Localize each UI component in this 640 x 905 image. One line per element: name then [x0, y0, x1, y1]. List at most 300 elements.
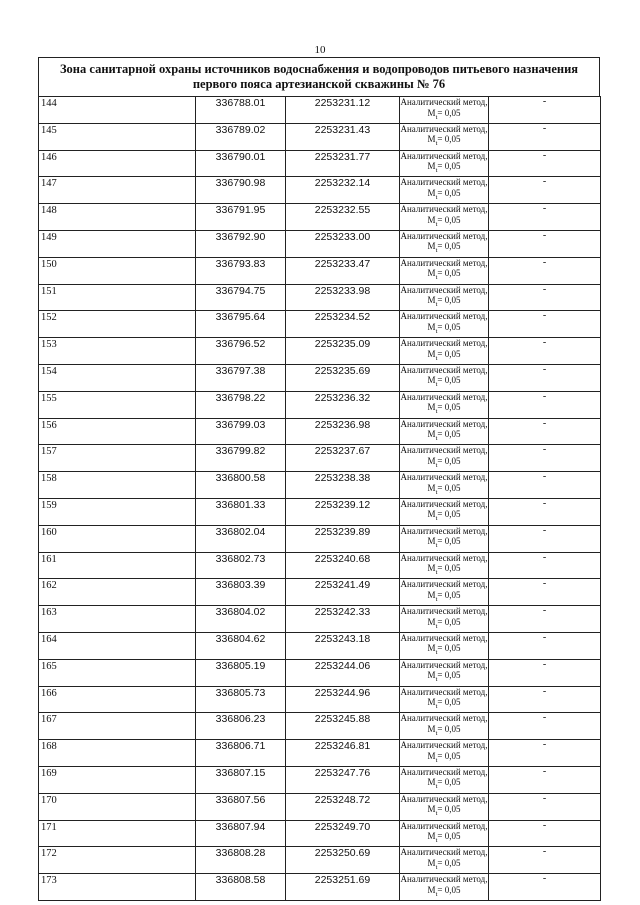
table-row: [39, 606, 601, 633]
method-cell: [400, 766, 489, 793]
coordinate-x: 336804.62: [196, 632, 286, 659]
coordinate-y: 2253235.09: [286, 338, 400, 365]
coordinate-y: 2253233.47: [286, 257, 400, 284]
point-number: 147: [39, 177, 196, 204]
point-number: 167: [39, 713, 196, 740]
document-body: [38, 57, 600, 901]
table-row: [39, 498, 601, 525]
accuracy-value: = 0,05: [437, 241, 461, 252]
table-row: [39, 204, 601, 231]
accuracy-value: = 0,05: [437, 321, 461, 332]
accuracy-symbol: M: [427, 804, 436, 815]
note-cell: -: [489, 123, 601, 150]
note-cell: -: [489, 874, 601, 901]
table-row: [39, 338, 601, 365]
table-row: [39, 311, 601, 338]
method-cell: [400, 391, 489, 418]
coordinate-x: 336800.58: [196, 472, 286, 499]
method-cell: [400, 579, 489, 606]
method-cell: [400, 659, 489, 686]
point-number: 158: [39, 472, 196, 499]
table-row: [39, 740, 601, 767]
coordinate-y: 2253247.76: [286, 766, 400, 793]
coordinate-y: 2253233.00: [286, 230, 400, 257]
point-number: 151: [39, 284, 196, 311]
coordinate-y: 2253236.98: [286, 418, 400, 445]
table-row: [39, 686, 601, 713]
table-row: [39, 284, 601, 311]
coordinate-y: 2253239.12: [286, 498, 400, 525]
accuracy-symbol: M: [427, 723, 436, 734]
accuracy-subscript: t: [435, 729, 438, 737]
accuracy-subscript: t: [435, 300, 438, 308]
method-text: Аналитический метод,: [400, 177, 488, 188]
accuracy-subscript: t: [435, 756, 438, 764]
accuracy-subscript: t: [435, 649, 438, 657]
coordinate-x: 336794.75: [196, 284, 286, 311]
accuracy-symbol: M: [427, 857, 436, 868]
point-number: 144: [39, 97, 196, 124]
method-cell: [400, 204, 489, 231]
point-number: 148: [39, 204, 196, 231]
accuracy-symbol: M: [427, 268, 436, 279]
coordinate-y: 2253242.33: [286, 606, 400, 633]
table-row: [39, 150, 601, 177]
accuracy-subscript: t: [435, 863, 438, 871]
accuracy-value: = 0,05: [437, 348, 461, 359]
accuracy-value: = 0,05: [437, 107, 461, 118]
point-number: 170: [39, 793, 196, 820]
coordinate-x: 336792.90: [196, 230, 286, 257]
accuracy-subscript: t: [435, 568, 438, 576]
point-number: 168: [39, 740, 196, 767]
accuracy-symbol: M: [427, 589, 436, 600]
method-cell: [400, 230, 489, 257]
method-text: Аналитический метод,: [400, 123, 488, 134]
table-row: [39, 364, 601, 391]
accuracy-value: = 0,05: [437, 804, 461, 815]
note-cell: -: [489, 793, 601, 820]
accuracy-value: = 0,05: [437, 750, 461, 761]
accuracy-symbol: M: [427, 750, 436, 761]
method-cell: [400, 338, 489, 365]
method-cell: [400, 364, 489, 391]
point-number: 172: [39, 847, 196, 874]
point-number: 157: [39, 445, 196, 472]
method-text: Аналитический метод,: [400, 659, 488, 670]
accuracy-symbol: M: [427, 214, 436, 225]
coordinate-x: 336799.03: [196, 418, 286, 445]
table-row: [39, 874, 601, 901]
note-cell: -: [489, 713, 601, 740]
note-cell: -: [489, 364, 601, 391]
coordinate-y: 2253243.18: [286, 632, 400, 659]
method-cell: [400, 257, 489, 284]
accuracy-subscript: t: [435, 622, 438, 630]
table-row: [39, 820, 601, 847]
method-text: Аналитический метод,: [400, 820, 488, 831]
point-number: 159: [39, 498, 196, 525]
method-text: Аналитический метод,: [400, 606, 488, 617]
coordinate-y: 2253232.14: [286, 177, 400, 204]
method-cell: [400, 793, 489, 820]
accuracy-value: = 0,05: [437, 697, 461, 708]
method-text: Аналитический метод,: [400, 150, 488, 161]
accuracy-subscript: t: [435, 354, 438, 362]
coordinate-x: 336798.22: [196, 391, 286, 418]
accuracy-subscript: t: [435, 810, 438, 818]
coordinate-x: 336806.23: [196, 713, 286, 740]
note-cell: -: [489, 552, 601, 579]
table-row: [39, 632, 601, 659]
coordinate-x: 336808.28: [196, 847, 286, 874]
point-number: 173: [39, 874, 196, 901]
accuracy-symbol: M: [427, 161, 436, 172]
point-number: 155: [39, 391, 196, 418]
table-row: [39, 257, 601, 284]
method-text: Аналитический метод,: [400, 204, 488, 215]
point-number: 146: [39, 150, 196, 177]
accuracy-subscript: t: [435, 542, 438, 550]
table-row: [39, 123, 601, 150]
point-number: 145: [39, 123, 196, 150]
method-cell: [400, 686, 489, 713]
method-cell: [400, 472, 489, 499]
title-line-2: первого пояса артезианской скважины № 76: [192, 77, 446, 91]
coordinate-x: 336806.71: [196, 740, 286, 767]
accuracy-symbol: M: [427, 536, 436, 547]
coordinate-x: 336796.52: [196, 338, 286, 365]
method-cell: [400, 498, 489, 525]
method-text: Аналитический метод,: [400, 552, 488, 563]
table-row: [39, 445, 601, 472]
accuracy-symbol: M: [427, 187, 436, 198]
note-cell: -: [489, 820, 601, 847]
point-number: 171: [39, 820, 196, 847]
table-row: [39, 579, 601, 606]
method-cell: [400, 311, 489, 338]
accuracy-value: = 0,05: [437, 482, 461, 493]
method-text: Аналитический метод,: [400, 338, 488, 349]
accuracy-value: = 0,05: [437, 214, 461, 225]
table-row: [39, 418, 601, 445]
accuracy-subscript: t: [435, 247, 438, 255]
point-number: 149: [39, 230, 196, 257]
method-text: Аналитический метод,: [400, 525, 488, 536]
coordinate-x: 336799.82: [196, 445, 286, 472]
coordinate-x: 336802.73: [196, 552, 286, 579]
point-number: 161: [39, 552, 196, 579]
coordinate-x: 336805.19: [196, 659, 286, 686]
accuracy-symbol: M: [427, 321, 436, 332]
accuracy-value: = 0,05: [437, 857, 461, 868]
coordinate-x: 336793.83: [196, 257, 286, 284]
method-text: Аналитический метод,: [400, 498, 488, 509]
coordinates-table: [38, 96, 601, 901]
accuracy-value: = 0,05: [437, 187, 461, 198]
accuracy-symbol: M: [427, 697, 436, 708]
note-cell: -: [489, 472, 601, 499]
table-row: [39, 766, 601, 793]
accuracy-symbol: M: [427, 429, 436, 440]
point-number: 165: [39, 659, 196, 686]
accuracy-value: = 0,05: [437, 589, 461, 600]
accuracy-symbol: M: [427, 777, 436, 788]
note-cell: -: [489, 177, 601, 204]
coordinate-x: 336790.98: [196, 177, 286, 204]
accuracy-symbol: M: [427, 348, 436, 359]
method-cell: [400, 820, 489, 847]
accuracy-symbol: M: [427, 831, 436, 842]
accuracy-value: = 0,05: [437, 670, 461, 681]
accuracy-subscript: t: [435, 381, 438, 389]
note-cell: -: [489, 97, 601, 124]
method-text: Аналитический метод,: [400, 632, 488, 643]
coordinate-x: 336790.01: [196, 150, 286, 177]
coordinate-x: 336795.64: [196, 311, 286, 338]
accuracy-subscript: t: [435, 166, 438, 174]
method-text: Аналитический метод,: [400, 579, 488, 590]
point-number: 156: [39, 418, 196, 445]
table-row: [39, 391, 601, 418]
table-row: [39, 230, 601, 257]
accuracy-symbol: M: [427, 295, 436, 306]
accuracy-subscript: t: [435, 408, 438, 416]
note-cell: -: [489, 498, 601, 525]
method-text: Аналитический метод,: [400, 445, 488, 456]
accuracy-symbol: M: [427, 455, 436, 466]
point-number: 163: [39, 606, 196, 633]
point-number: 164: [39, 632, 196, 659]
coordinate-x: 336788.01: [196, 97, 286, 124]
coordinate-y: 2253244.96: [286, 686, 400, 713]
point-number: 153: [39, 338, 196, 365]
accuracy-subscript: t: [435, 193, 438, 201]
accuracy-subscript: t: [435, 140, 438, 148]
accuracy-symbol: M: [427, 670, 436, 681]
method-cell: [400, 177, 489, 204]
method-cell: [400, 606, 489, 633]
point-number: 152: [39, 311, 196, 338]
coordinate-x: 336807.56: [196, 793, 286, 820]
note-cell: -: [489, 391, 601, 418]
note-cell: -: [489, 525, 601, 552]
point-number: 169: [39, 766, 196, 793]
note-cell: -: [489, 338, 601, 365]
table-row: [39, 177, 601, 204]
accuracy-value: = 0,05: [437, 536, 461, 547]
note-cell: -: [489, 284, 601, 311]
accuracy-subscript: t: [435, 220, 438, 228]
method-text: Аналитический метод,: [400, 364, 488, 375]
coordinate-y: 2253238.38: [286, 472, 400, 499]
method-cell: [400, 632, 489, 659]
accuracy-value: = 0,05: [437, 643, 461, 654]
method-cell: [400, 445, 489, 472]
coordinate-y: 2253245.88: [286, 713, 400, 740]
accuracy-subscript: t: [435, 595, 438, 603]
accuracy-symbol: M: [427, 563, 436, 574]
coordinate-x: 336807.15: [196, 766, 286, 793]
coordinate-y: 2253239.89: [286, 525, 400, 552]
method-cell: [400, 418, 489, 445]
table-row: [39, 659, 601, 686]
accuracy-value: = 0,05: [437, 375, 461, 386]
accuracy-subscript: t: [435, 676, 438, 684]
page-number: 10: [314, 44, 326, 56]
table-title: [38, 57, 600, 96]
accuracy-value: = 0,05: [437, 777, 461, 788]
accuracy-subscript: t: [435, 783, 438, 791]
coordinate-y: 2253236.32: [286, 391, 400, 418]
accuracy-subscript: t: [435, 327, 438, 335]
accuracy-value: = 0,05: [437, 402, 461, 413]
coordinate-y: 2253251.69: [286, 874, 400, 901]
note-cell: -: [489, 847, 601, 874]
coordinate-y: 2253231.77: [286, 150, 400, 177]
method-text: Аналитический метод,: [400, 766, 488, 777]
method-cell: [400, 97, 489, 124]
title-line-1: Зона санитарной охраны источников водоснабжения и водопроводов питьевого назначения: [59, 62, 579, 76]
coordinate-y: 2253244.06: [286, 659, 400, 686]
table-row: [39, 472, 601, 499]
note-cell: -: [489, 204, 601, 231]
accuracy-value: = 0,05: [437, 509, 461, 520]
coordinate-y: 2253240.68: [286, 552, 400, 579]
note-cell: -: [489, 445, 601, 472]
coordinate-y: 2253248.72: [286, 793, 400, 820]
coordinate-y: 2253250.69: [286, 847, 400, 874]
method-cell: [400, 740, 489, 767]
point-number: 162: [39, 579, 196, 606]
table-body: [39, 97, 601, 901]
note-cell: -: [489, 418, 601, 445]
coordinate-x: 336807.94: [196, 820, 286, 847]
accuracy-symbol: M: [427, 134, 436, 145]
coordinate-x: 336808.58: [196, 874, 286, 901]
table-row: [39, 525, 601, 552]
point-number: 166: [39, 686, 196, 713]
accuracy-symbol: M: [427, 402, 436, 413]
coordinate-x: 336803.39: [196, 579, 286, 606]
coordinate-y: 2253235.69: [286, 364, 400, 391]
accuracy-symbol: M: [427, 884, 436, 895]
accuracy-subscript: t: [435, 702, 438, 710]
accuracy-value: = 0,05: [437, 268, 461, 279]
coordinate-x: 336805.73: [196, 686, 286, 713]
method-cell: [400, 713, 489, 740]
accuracy-symbol: M: [427, 241, 436, 252]
coordinate-y: 2253241.49: [286, 579, 400, 606]
note-cell: -: [489, 740, 601, 767]
method-text: Аналитический метод,: [400, 713, 488, 724]
coordinate-y: 2253234.52: [286, 311, 400, 338]
accuracy-value: = 0,05: [437, 134, 461, 145]
accuracy-value: = 0,05: [437, 295, 461, 306]
method-text: Аналитический метод,: [400, 257, 488, 268]
coordinate-y: 2253231.43: [286, 123, 400, 150]
accuracy-symbol: M: [427, 107, 436, 118]
note-cell: -: [489, 606, 601, 633]
coordinate-x: 336791.95: [196, 204, 286, 231]
note-cell: -: [489, 230, 601, 257]
point-number: 160: [39, 525, 196, 552]
method-cell: [400, 525, 489, 552]
accuracy-subscript: t: [435, 113, 438, 121]
accuracy-subscript: t: [435, 515, 438, 523]
accuracy-value: = 0,05: [437, 563, 461, 574]
coordinate-y: 2253232.55: [286, 204, 400, 231]
accuracy-value: = 0,05: [437, 723, 461, 734]
method-cell: [400, 552, 489, 579]
accuracy-value: = 0,05: [437, 831, 461, 842]
coordinate-x: 336801.33: [196, 498, 286, 525]
note-cell: -: [489, 311, 601, 338]
note-cell: -: [489, 766, 601, 793]
accuracy-value: = 0,05: [437, 884, 461, 895]
coordinate-y: 2253249.70: [286, 820, 400, 847]
accuracy-subscript: t: [435, 434, 438, 442]
method-text: Аналитический метод,: [400, 391, 488, 402]
accuracy-value: = 0,05: [437, 455, 461, 466]
coordinate-x: 336804.02: [196, 606, 286, 633]
note-cell: -: [489, 632, 601, 659]
method-text: Аналитический метод,: [400, 472, 488, 483]
method-cell: [400, 123, 489, 150]
note-cell: -: [489, 659, 601, 686]
method-text: Аналитический метод,: [400, 418, 488, 429]
note-cell: -: [489, 686, 601, 713]
coordinate-x: 336789.02: [196, 123, 286, 150]
coordinate-y: 2253237.67: [286, 445, 400, 472]
accuracy-symbol: M: [427, 616, 436, 627]
accuracy-symbol: M: [427, 643, 436, 654]
point-number: 154: [39, 364, 196, 391]
accuracy-subscript: t: [435, 274, 438, 282]
accuracy-value: = 0,05: [437, 161, 461, 172]
coordinate-x: 336802.04: [196, 525, 286, 552]
note-cell: -: [489, 150, 601, 177]
method-text: Аналитический метод,: [400, 686, 488, 697]
method-text: Аналитический метод,: [400, 874, 488, 885]
table-row: [39, 713, 601, 740]
table-row: [39, 847, 601, 874]
accuracy-subscript: t: [435, 488, 438, 496]
accuracy-subscript: t: [435, 890, 438, 898]
accuracy-value: = 0,05: [437, 429, 461, 440]
table-row: [39, 552, 601, 579]
accuracy-value: = 0,05: [437, 616, 461, 627]
table-row: [39, 97, 601, 124]
note-cell: -: [489, 579, 601, 606]
coordinate-x: 336797.38: [196, 364, 286, 391]
point-number: 150: [39, 257, 196, 284]
method-text: Аналитический метод,: [400, 793, 488, 804]
method-text: Аналитический метод,: [400, 284, 488, 295]
method-cell: [400, 284, 489, 311]
note-cell: -: [489, 257, 601, 284]
method-cell: [400, 847, 489, 874]
coordinate-y: 2253231.12: [286, 97, 400, 124]
method-text: Аналитический метод,: [400, 97, 488, 107]
coordinate-y: 2253233.98: [286, 284, 400, 311]
accuracy-subscript: t: [435, 836, 438, 844]
accuracy-symbol: M: [427, 375, 436, 386]
accuracy-subscript: t: [435, 461, 438, 469]
accuracy-symbol: M: [427, 509, 436, 520]
method-text: Аналитический метод,: [400, 230, 488, 241]
method-text: Аналитический метод,: [400, 740, 488, 751]
